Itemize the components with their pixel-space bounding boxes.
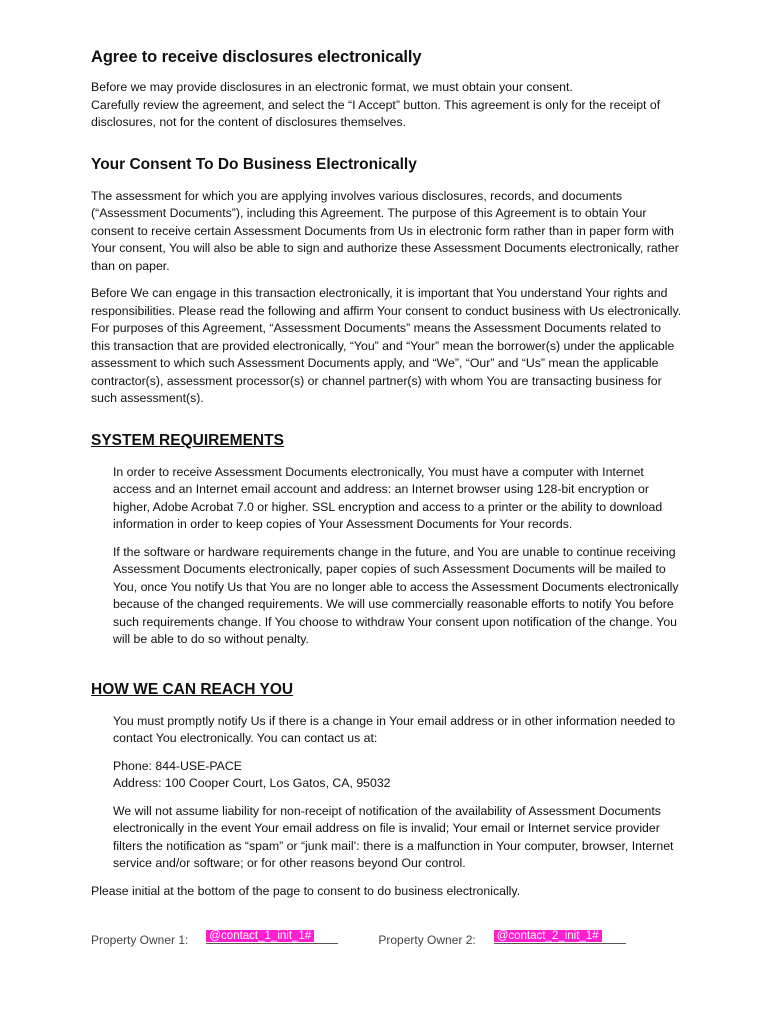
consent-paragraph-2: Before We can engage in this transaction electronically, it is important that You understand Your rights and responsibilities. Please read the following and affirm Your consent to conduct business with Us electronically. For purposes of this Agreement, “Assessment Documents” means the Assessment Documents related to this transaction that are provided electronically, “You” and “Your” mean the borrower(s) under the applicable assessment to which such Assessment Documents apply, and “We”, “Our” and “Us” mean the applicable contractor(s), assessment processor(s) or channel partner(s) with whom You are transacting business for such assessment(s). — [91, 286, 682, 405]
intro-line-1: Before we may provide disclosures in an electronic format, we must obtain your consent. — [91, 80, 573, 94]
reach-contact — [113, 758, 682, 793]
reach-paragraph-1: You must promptly notify Us if there is a change in Your email address or in other information needed to contact You electronically. You can contact us at: — [113, 713, 676, 745]
signature-row — [91, 928, 691, 947]
reach-paragraph-2: We will not assume liability for non-receipt of notification of the availability of Assessment Documents electronically in the event Your email address on file is invalid; Your email or Internet service provider filters the notification as “spam” or “junk mail’: there is a malfunction in Your computer, browser, Internet service and/or software; or for other reasons beyond Our control. — [113, 803, 674, 870]
closing-text: Please initial at the bottom of the page to consent to do business electronically. — [91, 883, 521, 898]
owner1-initial-tag: @contact_1_init_1# — [206, 930, 314, 942]
intro-title: Agree to receive disclosures electronically — [91, 48, 422, 66]
reach-phone: Phone: 844-USE-PACE — [113, 758, 242, 773]
intro-text — [91, 79, 682, 132]
owner2-label: Property Owner 2: — [378, 933, 476, 947]
reach-title: HOW WE CAN REACH YOU — [91, 680, 294, 698]
owner1-initial-field[interactable] — [206, 928, 338, 944]
owner1-label: Property Owner 1: — [91, 933, 189, 947]
intro-line-2: Carefully review the agreement, and select the “I Accept” button. This agreement is only for the receipt of disclosures, not for the content of disclosures themselves. — [91, 97, 661, 129]
consent-title: Your Consent To Do Business Electronically — [91, 155, 417, 173]
system-title: SYSTEM REQUIREMENTS — [91, 431, 284, 449]
system-paragraph-2: If the software or hardware requirements change in the future, and You are unable to continue receiving Assessment Documents electronically, paper copies of such Assessment Documents will be mailed to You, once You notify Us that You are no longer able to access the Assessment Documents electronically because of the changed requirements. We will use commercially reasonable efforts to notify You before such requirements change. If You choose to withdraw Your consent upon notification of the change. You will be able to do so without penalty. — [113, 544, 679, 646]
system-paragraph-1: In order to receive Assessment Documents electronically, You must have a computer with Internet access and an Internet email account and address: an Internet browser using 128-bit encryption or higher, Adobe Acrobat 7.0 or higher. SSL encryption and access to a printer or the ability to download information in order to keep copies of Your Assessment Documents for Your records. — [113, 464, 663, 531]
owner2-initial-tag: @contact_2_init_1# — [494, 930, 602, 942]
reach-address: Address: 100 Cooper Court, Los Gatos, CA, 95032 — [113, 776, 391, 790]
owner2-initial-field[interactable] — [494, 928, 626, 944]
consent-paragraph-1: The assessment for which you are applying involves various disclosures, records, and documents (“Assessment Documents”), including this Agreement. The purpose of this Agreement is to obtain Your consent to receive certain Assessment Documents from Us in electronic form rather than in paper form with Your consent, You will also be able to sign and authorize these Assessment Documents electronically, rather than on paper. — [91, 188, 679, 273]
